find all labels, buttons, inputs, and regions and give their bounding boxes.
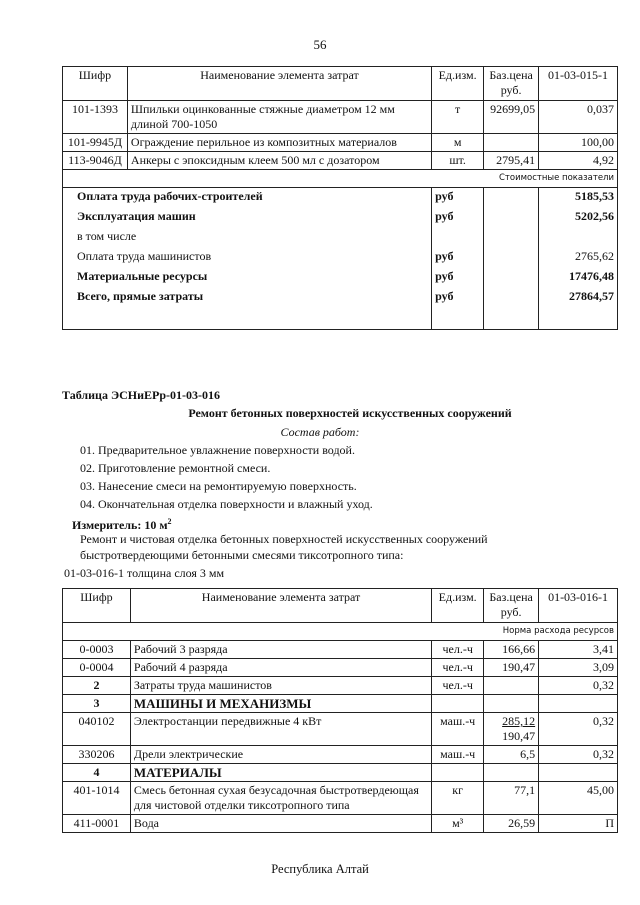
cell-price	[484, 815, 539, 833]
page-number: 56	[313, 37, 327, 52]
cost-row-empty	[484, 188, 539, 208]
col-header-price: Баз.цена руб.	[484, 589, 539, 623]
price-value: 166,66	[502, 642, 536, 656]
cell-code: 101-1393	[63, 101, 128, 134]
cost-row-empty	[484, 228, 539, 248]
col-header-code: Шифр	[63, 67, 128, 101]
table-row	[63, 782, 618, 815]
col-header-norm: 01-03-016-1	[539, 589, 618, 623]
cost-row-empty	[484, 288, 539, 308]
cost-row	[63, 188, 618, 208]
col-header-unit: Ед.изм.	[432, 67, 484, 101]
cell-price: 92699,05	[484, 101, 539, 134]
cost-row	[63, 248, 618, 268]
cell-code: 3	[63, 695, 131, 713]
cell-unit: м	[432, 134, 484, 152]
cell-value	[539, 764, 618, 782]
cell-value	[539, 695, 618, 713]
price-value: 285,12	[502, 714, 536, 728]
cell-unit: чел.-ч	[432, 677, 484, 695]
cell-name: Рабочий 4 разряда	[130, 659, 431, 677]
cost-row	[63, 228, 618, 248]
cost-row	[63, 208, 618, 228]
price-value: 6,5	[520, 747, 536, 761]
cell-name: Дрели электрические	[130, 746, 431, 764]
cell-value: 0,037	[539, 101, 618, 134]
cost-row-empty	[484, 268, 539, 288]
table-1-body	[63, 101, 618, 330]
cell-empty	[432, 308, 484, 330]
table-row	[63, 713, 618, 746]
cost-row-value: 27864,57	[539, 288, 618, 308]
col-header-name: Наименование элемента затрат	[130, 589, 431, 623]
section-subtitle: Ремонт бетонных поверхностей искусственных сооружений	[188, 406, 512, 420]
cell-name: Смесь бетонная сухая безусадочная быстротвердеющая для чистовой отделки тиксотропного типа	[130, 782, 431, 815]
table-2-body	[63, 641, 618, 833]
cell-price	[484, 695, 539, 713]
cost-row-unit: руб	[432, 188, 484, 208]
cell-unit	[432, 764, 484, 782]
table-row	[63, 659, 618, 677]
description-line-1: Ремонт и чистовая отделка бетонных поверхностей искусственных сооружений	[80, 532, 488, 546]
price-value-secondary: 190,47	[502, 729, 536, 743]
cell-price	[484, 659, 539, 677]
cell-price	[484, 677, 539, 695]
cost-row-label: Оплата труда рабочих-строителей	[63, 188, 432, 208]
cell-code: 040102	[63, 713, 131, 746]
cell-unit: кг	[432, 782, 484, 815]
price-value: 26,59	[508, 816, 536, 830]
table-row	[63, 152, 618, 170]
price-value: 190,47	[502, 660, 536, 674]
cell-code: 0-0003	[63, 641, 131, 659]
cell-value: 4,92	[539, 152, 618, 170]
cell-code: 2	[63, 677, 131, 695]
meter-sup: 2	[167, 517, 172, 526]
table-row	[63, 815, 618, 833]
cost-row-value: 5185,53	[539, 188, 618, 208]
cell-unit: шт.	[432, 152, 484, 170]
cost-row-unit: руб	[432, 208, 484, 228]
table-end-row	[63, 308, 618, 330]
col-header-unit: Ед.изм.	[432, 589, 484, 623]
cell-code: 0-0004	[63, 659, 131, 677]
cell-name: Затраты труда машинистов	[130, 677, 431, 695]
table-row	[63, 641, 618, 659]
cell-name: МАШИНЫ И МЕХАНИЗМЫ	[130, 695, 431, 713]
cost-row	[63, 268, 618, 288]
cell-price	[484, 641, 539, 659]
cell-unit: чел.-ч	[432, 659, 484, 677]
cell-value: 3,41	[539, 641, 618, 659]
cell-value: 0,32	[539, 746, 618, 764]
work-item: 01. Предварительное увлажнение поверхности водой.	[80, 443, 355, 457]
table-row	[63, 695, 618, 713]
works-heading: Состав работ:	[280, 425, 360, 439]
cost-header-row	[63, 170, 618, 188]
cell-unit: маш.-ч	[432, 746, 484, 764]
cell-price	[484, 713, 539, 746]
cell-value: 0,32	[539, 713, 618, 746]
cost-row-label: Всего, прямые затраты	[63, 288, 432, 308]
table-01-03-015	[62, 66, 618, 330]
cell-unit: м³	[432, 815, 484, 833]
price-value: 77,1	[514, 783, 536, 797]
cell-code: 330206	[63, 746, 131, 764]
cost-row-label: Материальные ресурсы	[63, 268, 432, 288]
cost-row-value: 2765,62	[539, 248, 618, 268]
cost-row-label: Эксплуатация машин	[63, 208, 432, 228]
col-header-code: Шифр	[63, 589, 131, 623]
cell-name: Шпильки оцинкованные стяжные диаметром 12 мм длиной 700-1050	[127, 101, 431, 134]
cost-row-value	[539, 228, 618, 248]
cell-price	[484, 746, 539, 764]
work-item: 04. Окончательная отделка поверхности и влажный уход.	[80, 497, 373, 511]
cell-name: Ограждение перильное из композитных материалов	[127, 134, 431, 152]
cost-row-unit: руб	[432, 248, 484, 268]
col-header-norm: 01-03-015-1	[539, 67, 618, 101]
table-row	[63, 746, 618, 764]
cost-row-value: 17476,48	[539, 268, 618, 288]
cost-row-empty	[484, 208, 539, 228]
cell-value: 100,00	[539, 134, 618, 152]
footer-region: Республика Алтай	[271, 862, 369, 876]
cell-name: Вода	[130, 815, 431, 833]
cost-row-label: в том числе	[63, 228, 432, 248]
cost-row-label: Оплата труда машинистов	[63, 248, 432, 268]
cell-code: 411-0001	[63, 815, 131, 833]
table-row	[63, 101, 618, 134]
cell-empty	[63, 308, 432, 330]
cell-price	[484, 764, 539, 782]
cost-row-empty	[484, 248, 539, 268]
work-item: 03. Нанесение смеси на ремонтируемую поверхность.	[80, 479, 357, 493]
cell-name: Рабочий 3 разряда	[130, 641, 431, 659]
cell-empty	[484, 308, 539, 330]
cost-row-unit: руб	[432, 268, 484, 288]
cell-price: 2795,41	[484, 152, 539, 170]
cell-unit	[432, 695, 484, 713]
norm-label: Норма расхода ресурсов	[63, 623, 618, 641]
cell-value: 45,00	[539, 782, 618, 815]
table-row	[63, 134, 618, 152]
cell-name: МАТЕРИАЛЫ	[130, 764, 431, 782]
cost-label: Стоимостные показатели	[63, 170, 618, 188]
cost-row	[63, 288, 618, 308]
cell-unit: т	[432, 101, 484, 134]
col-header-name: Наименование элемента затрат	[127, 67, 431, 101]
meter-label: Измеритель: 10 м	[72, 518, 168, 532]
cell-code: 4	[63, 764, 131, 782]
cost-row-unit: руб	[432, 288, 484, 308]
cost-row-value: 5202,56	[539, 208, 618, 228]
table-row	[63, 677, 618, 695]
cell-name: Электростанции передвижные 4 кВт	[130, 713, 431, 746]
cell-value: 0,32	[539, 677, 618, 695]
cell-code: 401-1014	[63, 782, 131, 815]
cell-price	[484, 782, 539, 815]
works-list	[80, 441, 373, 513]
cell-value: 3,09	[539, 659, 618, 677]
table-01-03-016	[62, 588, 618, 833]
cell-code: 113-9046Д	[63, 152, 128, 170]
cell-unit: чел.-ч	[432, 641, 484, 659]
work-item: 02. Приготовление ремонтной смеси.	[80, 461, 271, 475]
table-title: Таблица ЭСНиЕРр-01-03-016	[62, 388, 221, 402]
cost-row-unit	[432, 228, 484, 248]
description-line-2: быстротвердеющими бетонными смесями тиксотропного типа:	[80, 548, 404, 562]
variant-label: 01-03-016-1 толщина слоя 3 мм	[64, 566, 225, 580]
cell-price	[484, 134, 539, 152]
cell-empty	[539, 308, 618, 330]
cell-unit: маш.-ч	[432, 713, 484, 746]
cell-value: П	[539, 815, 618, 833]
col-header-price: Баз.цена руб.	[484, 67, 539, 101]
table-row	[63, 764, 618, 782]
cell-name: Анкеры с эпоксидным клеем 500 мл с дозатором	[127, 152, 431, 170]
cell-code: 101-9945Д	[63, 134, 128, 152]
